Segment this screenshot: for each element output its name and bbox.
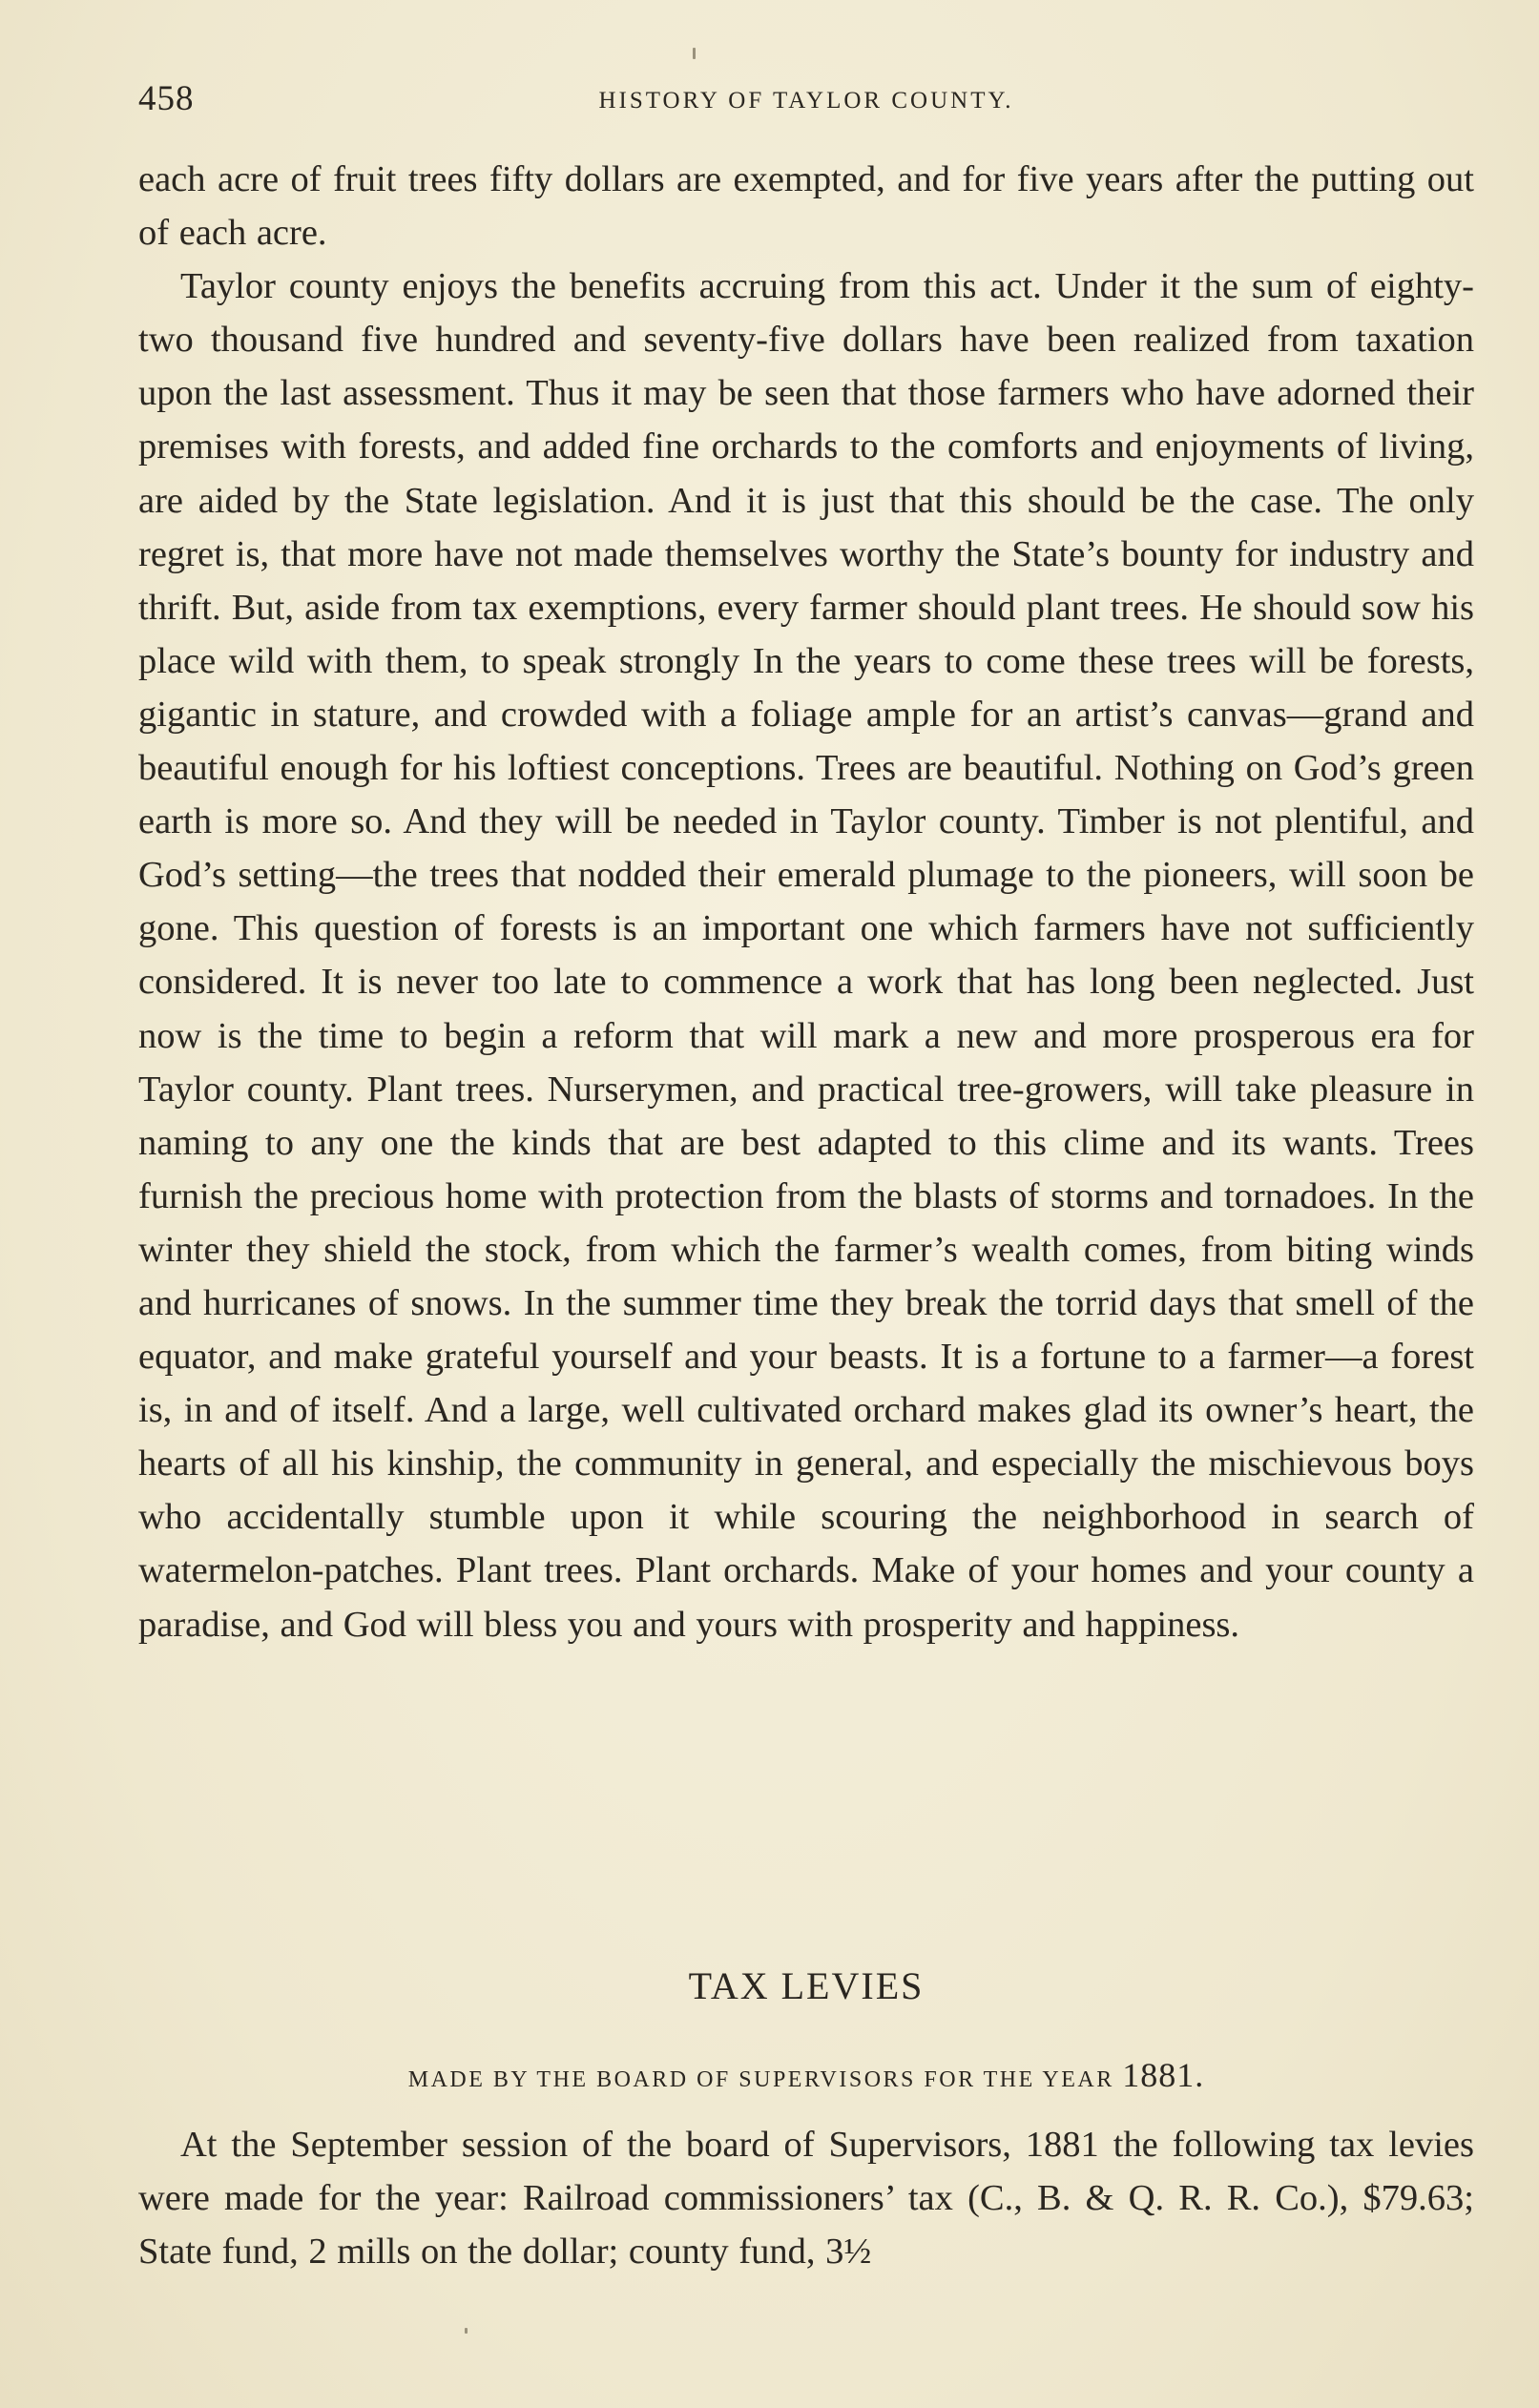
section-text xyxy=(138,2118,1474,2278)
scan-speck xyxy=(465,2328,468,2334)
scan-speck xyxy=(693,48,696,59)
main-text xyxy=(138,153,1474,1651)
book-title: HISTORY OF TAYLOR COUNTY. xyxy=(598,88,1014,114)
paragraph-continued: each acre of fruit trees fifty dollars are exempted, and for five years after the putting out of each acre. xyxy=(138,159,1474,254)
page-number: 458 xyxy=(138,79,195,118)
section-subtitle-year: 1881. xyxy=(1122,2056,1205,2094)
paragraph-taylor-county-benefits: Taylor county enjoys the benefits accruing from this act. Under it the sum of eighty-two thousand five hundred and seventy-five dollars have been realized from taxation upon the last assessment. Thus it may be seen that those farmers who have adorned their premises with forests, and added fine orchards to the comforts and enjoyments of living, are aided by the State legislation. And it is just that this should be the case. The only regret is, that more have not made themselves worthy the State’s bounty for industry and thrift. But, aside from tax exemptions, every farmer should plant trees. He should sow his place wild with them, to speak strongly In the years to come these trees will be forests, gigantic in stature, and crowded with a foliage ample for an artist’s canvas—grand and beautiful enough for his loftiest conceptions. Trees are beautiful. Nothing on God’s green earth is more so. And they will be needed in Taylor county. Timber is not plentiful, and God’s setting—the trees that nodded their emerald plumage to the pioneers, will soon be gone. This question of forests is an important one which farmers have not sufficiently considered. It is never too late to commence a work that has long been neglected. Just now is the time to begin a reform that will mark a new and more prosperous era for Taylor county. Plant trees. Nurserymen, and practical tree-growers, will take pleasure in naming to any one the kinds that are best adapted to this clime and its wants. Trees furnish the precious home with protection from the blasts of storms and tornadoes. In the winter they shield the stock, from which the farmer’s wealth comes, from biting winds and hurricanes of snows. In the summer time they break the torrid days that smell of the equator, and make grateful yourself and your beasts. It is a fortune to a farmer—a forest is, in and of itself. And a large, well cultivated orchard makes glad its owner’s heart, the hearts of all his kinship, the community in general, and especially the mischievous boys who accidentally stumble upon it while scouring the neighborhood in search of watermelon-patches. Plant trees. Plant orchards. Make of your homes and your county a paradise, and God will bless you and yours with prosperity and happiness. xyxy=(138,266,1474,1645)
running-head xyxy=(138,78,1474,135)
paragraph-tax-levies: At the September session of the board of Supervisors, 1881 the following tax levies were made for the year: Railroad commissioners’ tax (C., B. & Q. R. R. Co.), $79.63; State fund, 2 mills on the dollar; county fund, 3½ xyxy=(138,2125,1474,2273)
section-subtitle-text: MADE BY THE BOARD OF SUPERVISORS FOR THE YEAR xyxy=(407,2067,1114,2092)
section-subtitle xyxy=(138,2055,1474,2095)
section-title: TAX LEVIES xyxy=(688,1964,925,2007)
